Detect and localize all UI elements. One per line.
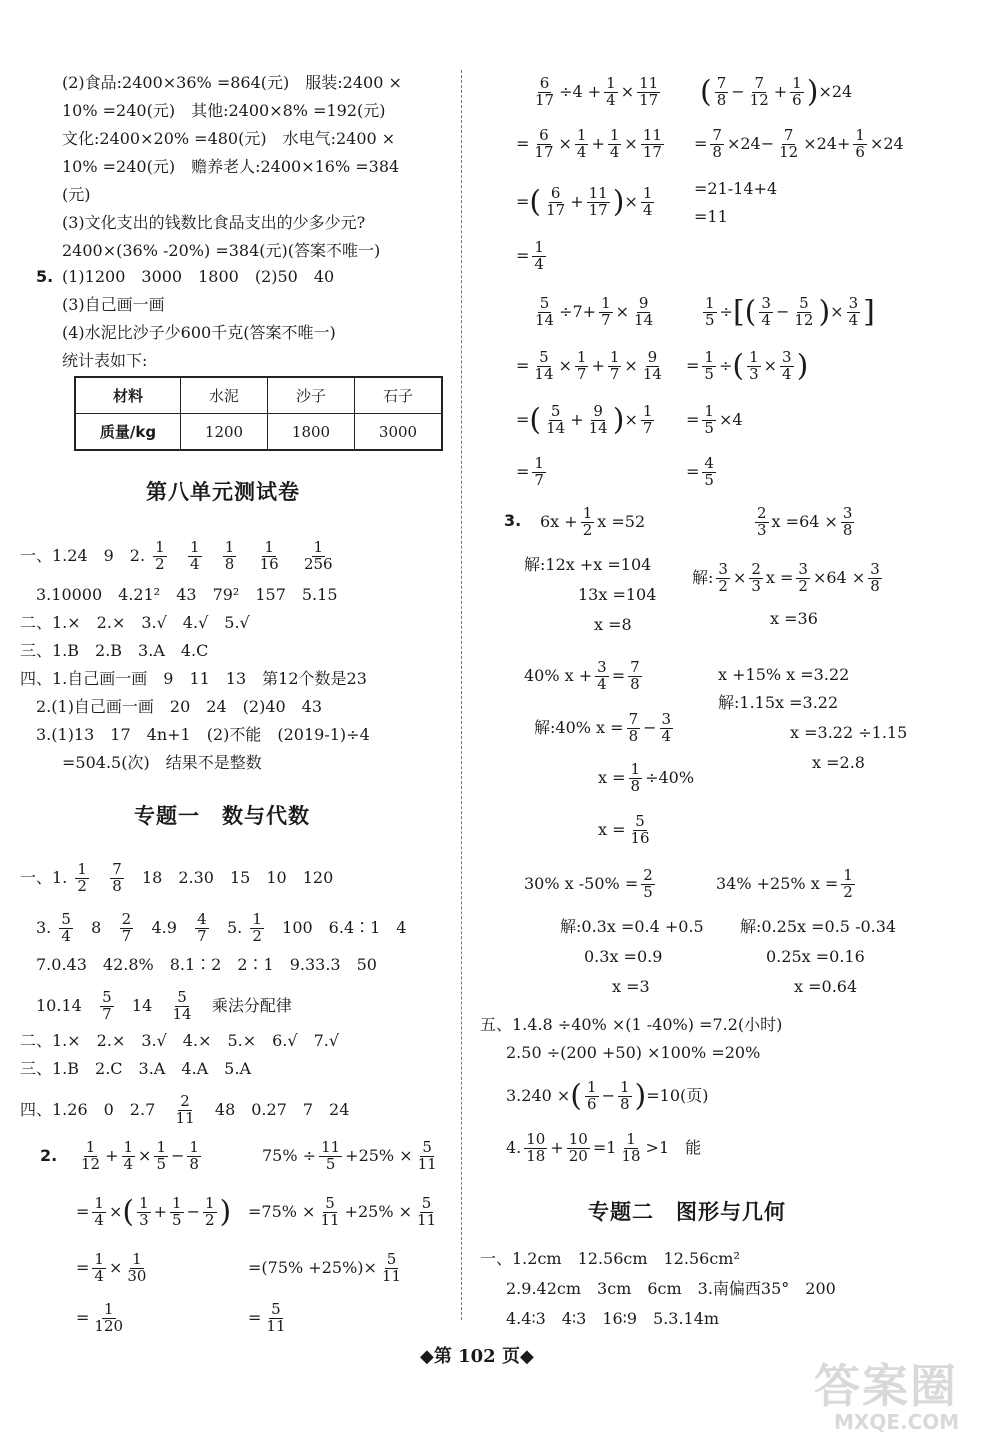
answer-line: 10% =240(元) 其他:2400×8% =192(元): [62, 101, 386, 120]
fraction: $\frac{4}{7}$: [197, 910, 207, 945]
answer-line: 二、1.× 2.× 3.√ 4.√ 5.√: [20, 613, 250, 632]
table-cell: 质量/kg: [75, 414, 181, 451]
table-row: [75, 377, 442, 414]
equation: x +15% x =3.22: [718, 665, 850, 684]
answer-line: 四、1.自己画一画 9 11 13 第12个数是23: [20, 669, 367, 688]
fraction: $\frac{1}{2}$: [77, 860, 87, 895]
fraction: $\frac{1}{4}$: [189, 538, 200, 573]
solution-step: x =8: [594, 615, 632, 634]
answer-line: 3. $\frac{5}{4}$ 8 $\frac{2}{7}$ 4.9 $\frac{4}{7}$ 5. $\frac{1}{2}$ 100 6.4∶1 4: [36, 910, 407, 945]
fraction: $\frac{5}{14}$: [172, 988, 192, 1023]
table-cell: 3000: [355, 414, 443, 451]
expression: = $\frac{4}{5}$: [686, 454, 714, 489]
expression: = $\frac{6}{17}$ × $\frac{1}{4}$ + $\frac{1}{4}$ × $\frac{11}{17}$: [516, 126, 662, 161]
solution-step: x =3: [612, 977, 650, 996]
expression: = $\frac{5}{14}$ × $\frac{1}{7}$ + $\frac{1}{7}$ × $\frac{9}{14}$: [516, 348, 662, 383]
solution-step: 解:0.3x =0.4 +0.5: [560, 917, 704, 936]
answer-line: (2)食品:2400×36% =864(元) 服装:2400 ×: [62, 73, 402, 92]
answer-line: 文化:2400×20% =480(元) 水电气:2400 ×: [62, 129, 396, 148]
statistics-table: [74, 376, 443, 451]
expression: = $\frac{1}{4}$ × $\frac{1}{30}$: [76, 1250, 147, 1285]
answer-line: 7.0.43 42.8% 8.1∶2 2∶1 9.33.3 50: [36, 955, 377, 974]
answer-line: 10.14 $\frac{5}{7}$ 14 $\frac{5}{14}$ 乘法分配律: [36, 988, 292, 1023]
solution-step: 解: $\frac{3}{2}$ × $\frac{2}{3}$ x = $\frac{3}{2}$ ×64 × $\frac{3}{8}$: [692, 560, 880, 595]
solution-step: x =3.22 ÷1.15: [790, 723, 908, 742]
answer-line: 3.(1)13 17 4n+1 (2)不能 (2019-1)÷4: [36, 725, 370, 744]
solution-step: x = $\frac{1}{8}$ ÷40%: [598, 760, 695, 795]
answer-line: (3)文化支出的钱数比食品支出的少多少元?: [62, 213, 366, 232]
answer-line: (元): [62, 185, 91, 204]
watermark-logo: 答案圈 MXQE.COM: [814, 1359, 960, 1434]
solution-step: 解:12x +x =104: [524, 555, 652, 574]
table-cell: 1800: [268, 414, 355, 451]
solution-step: 13x =104: [578, 585, 657, 604]
expression: =75% × $\frac{5}{11}$ +25% × $\frac{5}{11}$: [248, 1194, 437, 1229]
expression: =(75% +25%)× $\frac{5}{11}$: [248, 1250, 402, 1285]
answer-line: =504.5(次) 结果不是整数: [62, 753, 262, 772]
expression: = $\frac{5}{11}$: [248, 1300, 286, 1335]
fraction: $\frac{7}{8}$: [112, 860, 122, 895]
expression: $\frac{1}{5}$ ÷[( $\frac{3}{4}$ − $\frac{5}{12}$ )× $\frac{3}{4}$ ]: [705, 294, 875, 330]
expression: ( $\frac{7}{8}$ − $\frac{7}{12}$ + $\frac{1}{6}$ )×24: [700, 74, 853, 110]
table-header-cell: 石子: [355, 377, 443, 414]
equation: 40% x + $\frac{3}{4}$ = $\frac{7}{8}$: [524, 658, 640, 693]
answer-line: 10% =240(元) 赡养老人:2400×16% =384: [62, 157, 400, 176]
fraction: $\frac{1}{16}$: [259, 538, 279, 573]
fraction: $\frac{1}{256}$: [303, 538, 333, 573]
table-cell: 1200: [181, 414, 268, 451]
solution-step: x =0.64: [794, 977, 858, 996]
question-number: 5.: [36, 267, 54, 286]
expression: =( $\frac{5}{14}$ + $\frac{9}{14}$ )× $\frac{1}{7}$: [516, 402, 653, 438]
expression: = $\frac{1}{4}$ ×( $\frac{1}{3}$ + $\frac{1}{5}$ − $\frac{1}{2}$ ): [76, 1194, 232, 1230]
expression: $\frac{6}{17}$ ÷4 + $\frac{1}{4}$ × $\frac{11}{17}$: [535, 74, 659, 109]
answer-line: 一、1.24 9 2. $\frac{1}{2}$ $\frac{1}{4}$ $\frac{1}{8}$ $\frac{1}{16}$ $\frac{1}{256}$: [20, 538, 333, 573]
solution-step: 0.25x =0.16: [766, 947, 865, 966]
fraction: $\frac{5}{4}$: [61, 910, 71, 945]
expression: = $\frac{1}{120}$: [76, 1300, 124, 1335]
equation: 30% x -50% = $\frac{2}{5}$: [524, 866, 653, 901]
solution-step: 解:40% x = $\frac{7}{8}$ − $\frac{3}{4}$: [534, 710, 672, 745]
expression: =21-14+4: [694, 179, 778, 198]
section-title: 第八单元测试卷: [146, 480, 300, 504]
answer-line: 一、1. $\frac{1}{2}$ $\frac{7}{8}$ 18 2.30 15 10 120: [20, 860, 334, 895]
solution-step: 0.3x =0.9: [584, 947, 663, 966]
answer-line: 2.(1)自己画一画 20 24 (2)40 43: [36, 697, 323, 716]
question-number: 2.: [40, 1146, 58, 1165]
answer-line: 一、1.2cm 12.56cm 12.56cm²: [480, 1249, 740, 1268]
equation: $\frac{2}{3}$ x =64 × $\frac{3}{8}$: [757, 504, 853, 539]
expression: = $\frac{1}{4}$: [516, 238, 544, 273]
table-header-cell: 水泥: [181, 377, 268, 414]
answer-line: 二、1.× 2.× 3.√ 4.× 5.× 6.√ 7.√: [20, 1031, 340, 1050]
fraction: $\frac{2}{11}$: [175, 1092, 195, 1127]
fraction: $\frac{1}{2}$: [155, 538, 165, 573]
expression: $\frac{5}{14}$ ÷7+ $\frac{1}{7}$ × $\frac{9}{14}$: [535, 294, 654, 329]
answer-line: 统计表如下:: [62, 351, 148, 370]
column-divider: [461, 70, 462, 1320]
expression: =11: [694, 207, 728, 226]
solution-step: x =2.8: [812, 753, 865, 772]
answer-line: 2.9.42cm 3cm 6cm 3.南偏西35° 200: [506, 1279, 836, 1298]
solution-step: 解:1.15x =3.22: [718, 693, 839, 712]
answer-line: (1)1200 3000 1800 (2)50 40: [62, 267, 335, 286]
fraction: $\frac{2}{7}$: [121, 910, 132, 945]
expression: =( $\frac{6}{17}$ + $\frac{11}{17}$ )× $\frac{1}{4}$: [516, 184, 653, 220]
section-title: 专题二 图形与几何: [588, 1200, 786, 1224]
solution-step: x =36: [770, 609, 818, 628]
expression: = $\frac{7}{8}$ ×24− $\frac{7}{12}$ ×24+ $\frac{1}{6}$ ×24: [694, 126, 904, 161]
section-title: 专题一 数与代数: [134, 804, 310, 828]
answer-line: 三、1.B 2.C 3.A 4.A 5.A: [20, 1059, 251, 1078]
answer-line: (3)自己画一画: [62, 295, 165, 314]
fraction: $\frac{1}{2}$: [252, 910, 262, 945]
solution-step: 解:0.25x =0.5 -0.34: [740, 917, 897, 936]
table-row: [75, 414, 442, 451]
expression: = $\frac{1}{5}$ ×4: [686, 402, 743, 437]
expression: 75% ÷ $\frac{11}{5}$ +25% × $\frac{5}{11}$: [262, 1138, 437, 1173]
answer-line: 4. $\frac{10}{18}$ + $\frac{10}{20}$ =1 $\frac{1}{18}$ >1 能: [506, 1130, 702, 1165]
fraction: $\frac{5}{7}$: [102, 988, 112, 1023]
solution-step: x = $\frac{5}{16}$: [598, 812, 650, 847]
expression: = $\frac{1}{5}$ ÷( $\frac{1}{3}$ × $\frac{3}{4}$ ): [686, 348, 809, 384]
answer-line: 3.240 ×( $\frac{1}{6}$ − $\frac{1}{8}$ )=10(页): [506, 1078, 709, 1114]
expression: = $\frac{1}{7}$: [516, 454, 544, 489]
answer-line: 2400×(36% -20%) =384(元)(答案不唯一): [62, 241, 381, 260]
answer-line: 2.50 ÷(200 +50) ×100% =20%: [506, 1043, 761, 1062]
fraction: $\frac{1}{8}$: [224, 538, 235, 573]
equation: 6x + $\frac{1}{2}$ x =52: [540, 504, 646, 539]
answer-line: 4.4∶3 4∶3 16∶9 5.3.14m: [506, 1309, 720, 1328]
answer-line: 三、1.B 2.B 3.A 4.C: [20, 641, 209, 660]
page-number: ◆第 102 页◆: [420, 1346, 534, 1367]
answer-line: 3.10000 4.21² 43 79² 157 5.15: [36, 585, 338, 604]
table-header-cell: 沙子: [268, 377, 355, 414]
equation: 34% +25% x = $\frac{1}{2}$: [716, 866, 853, 901]
answer-line: (4)水泥比沙子少600千克(答案不唯一): [62, 323, 336, 342]
table-header-cell: 材料: [75, 377, 181, 414]
answer-line: 四、1.26 0 2.7 $\frac{2}{11}$ 48 0.27 7 24: [20, 1092, 350, 1127]
question-number: 3.: [504, 511, 522, 530]
answer-line: 五、1.4.8 ÷40% ×(1 -40%) =7.2(小时): [480, 1015, 783, 1034]
expression: $\frac{1}{12}$ + $\frac{1}{4}$ × $\frac{1}{5}$ − $\frac{1}{8}$: [81, 1138, 199, 1173]
